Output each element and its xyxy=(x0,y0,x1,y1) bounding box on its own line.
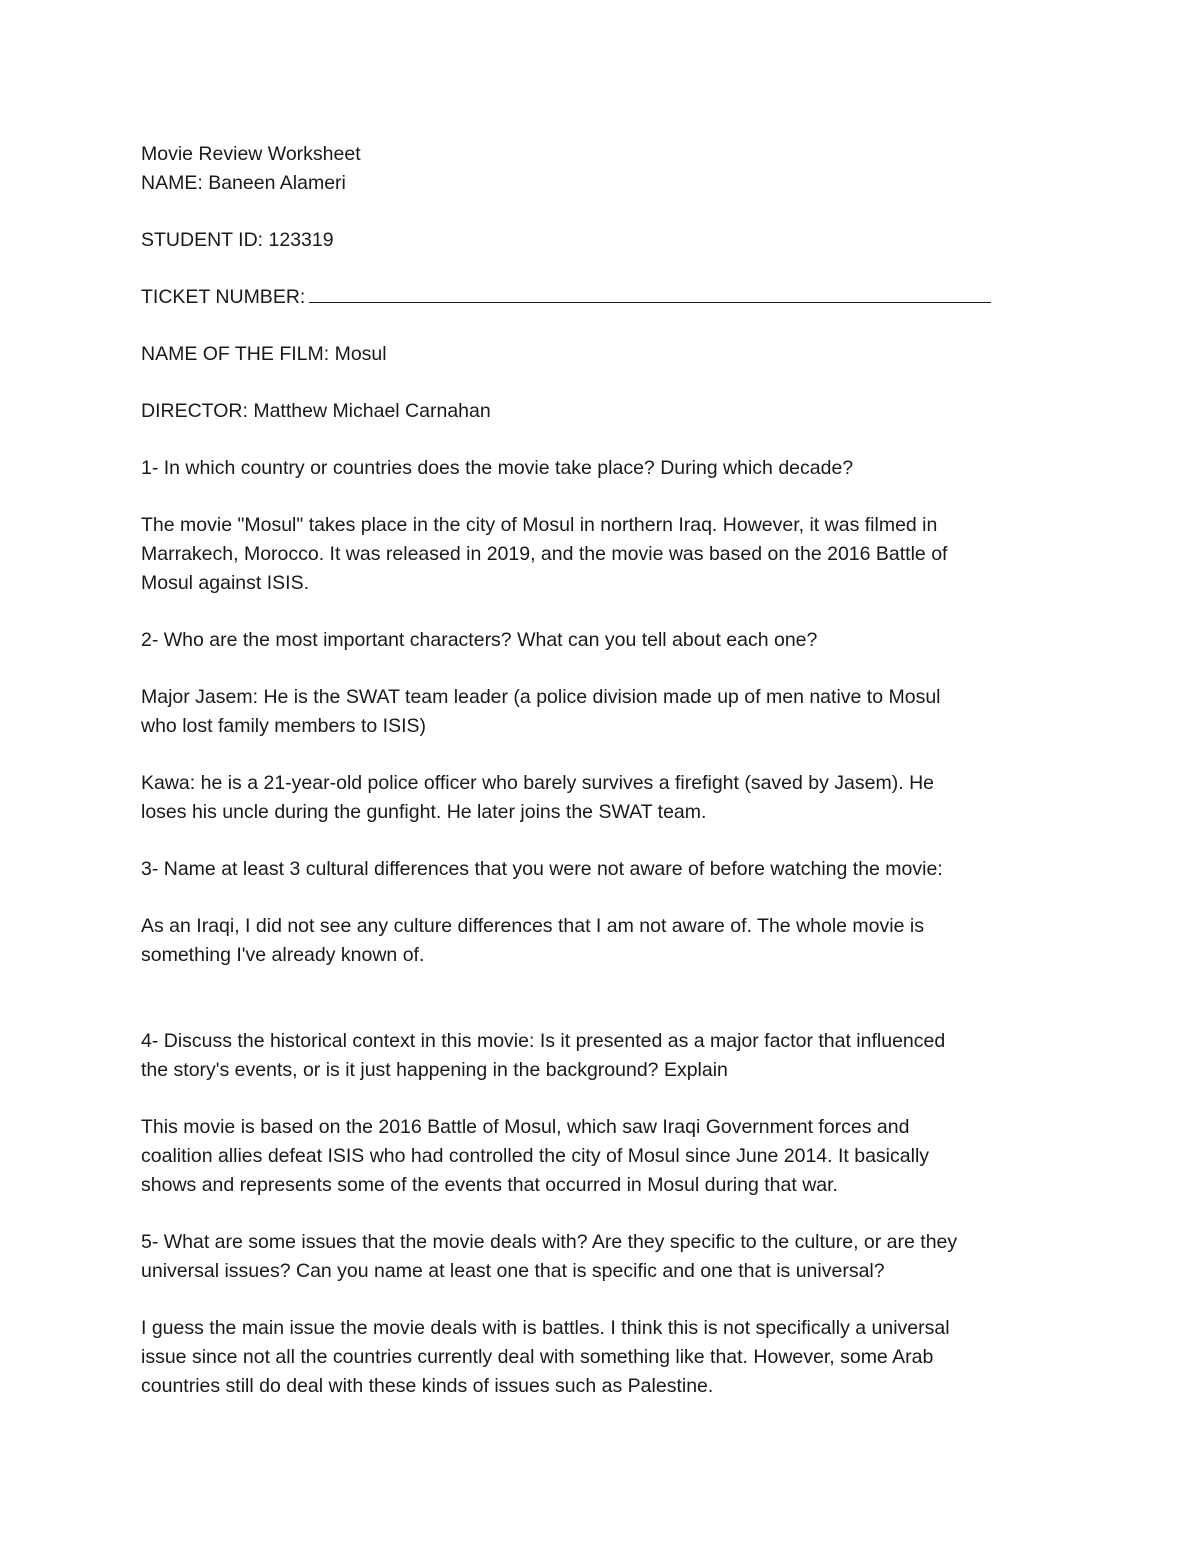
question-5 xyxy=(141,1228,1071,1286)
answer-5 xyxy=(141,1314,1071,1401)
answer-3-line: As an Iraqi, I did not see any culture differences that I am not aware of. The whole movie is xyxy=(141,915,924,937)
film-name-row xyxy=(141,340,1071,369)
film-name-label: NAME OF THE FILM: xyxy=(141,343,330,365)
question-1: 1- In which country or countries does the movie take place? During which decade? xyxy=(141,457,854,479)
answer-4 xyxy=(141,1113,1071,1200)
answer-2b-line: loses his uncle during the gunfight. He later joins the SWAT team. xyxy=(141,801,707,823)
worksheet-title: Movie Review Worksheet xyxy=(141,143,361,165)
answer-1-line: Mosul against ISIS. xyxy=(141,572,309,594)
film-name-value: Mosul xyxy=(334,343,387,365)
director-value: Matthew Michael Carnahan xyxy=(253,400,491,422)
answer-2-major-jasem xyxy=(141,683,1071,741)
answer-4-line: coalition allies defeat ISIS who had controlled the city of Mosul since June 2014. It basically xyxy=(141,1145,930,1167)
question-5-line: universal issues? Can you name at least one that is specific and one that is universal? xyxy=(141,1260,885,1282)
ticket-number-blank xyxy=(309,288,991,303)
answer-3 xyxy=(141,912,1071,970)
name-row xyxy=(141,169,1071,198)
answer-1-line: The movie "Mosul" takes place in the city of Mosul in northern Iraq. However, it was filmed in xyxy=(141,514,938,536)
answer-3-line: something I've already known of. xyxy=(141,944,425,966)
question-4-line: 4- Discuss the historical context in this movie: Is it presented as a major factor that influenced xyxy=(141,1030,946,1052)
question-3: 3- Name at least 3 cultural differences that you were not aware of before watching the movie: xyxy=(141,858,943,880)
question-5-line: 5- What are some issues that the movie deals with? Are they specific to the culture, or are they xyxy=(141,1231,958,1253)
director-row xyxy=(141,397,1071,426)
question-4 xyxy=(141,1027,1071,1085)
answer-2a-line: Major Jasem: He is the SWAT team leader (a police division made up of men native to Mosul xyxy=(141,686,941,708)
answer-5-line: countries still do deal with these kinds of issues such as Palestine. xyxy=(141,1375,714,1397)
name-value: Baneen Alameri xyxy=(208,172,346,194)
answer-4-line: shows and represents some of the events that occurred in Mosul during that war. xyxy=(141,1174,838,1196)
ticket-number-label: TICKET NUMBER: xyxy=(141,286,306,308)
student-id-value: 123319 xyxy=(268,229,334,251)
worksheet-page xyxy=(141,140,1071,1401)
answer-1-line: Marrakech, Morocco. It was released in 2019, and the movie was based on the 2016 Battle of xyxy=(141,543,948,565)
ticket-number-row xyxy=(141,283,1071,312)
student-id-row xyxy=(141,226,1071,255)
answer-5-line: I guess the main issue the movie deals with is battles. I think this is not specifically a universal xyxy=(141,1317,950,1339)
answer-4-line: This movie is based on the 2016 Battle of Mosul, which saw Iraqi Government forces and xyxy=(141,1116,910,1138)
director-label: DIRECTOR: xyxy=(141,400,248,422)
answer-5-line: issue since not all the countries currently deal with something like that. However, some Arab xyxy=(141,1346,934,1368)
answer-2a-line: who lost family members to ISIS) xyxy=(141,715,426,737)
answer-2b-line: Kawa: he is a 21-year-old police officer who barely survives a firefight (saved by Jasem). He xyxy=(141,772,934,794)
question-4-line: the story's events, or is it just happening in the background? Explain xyxy=(141,1059,728,1081)
student-id-label: STUDENT ID: xyxy=(141,229,264,251)
answer-2-kawa xyxy=(141,769,1071,827)
name-label: NAME: xyxy=(141,172,203,194)
answer-1 xyxy=(141,511,1071,598)
question-2: 2- Who are the most important characters? What can you tell about each one? xyxy=(141,629,818,651)
